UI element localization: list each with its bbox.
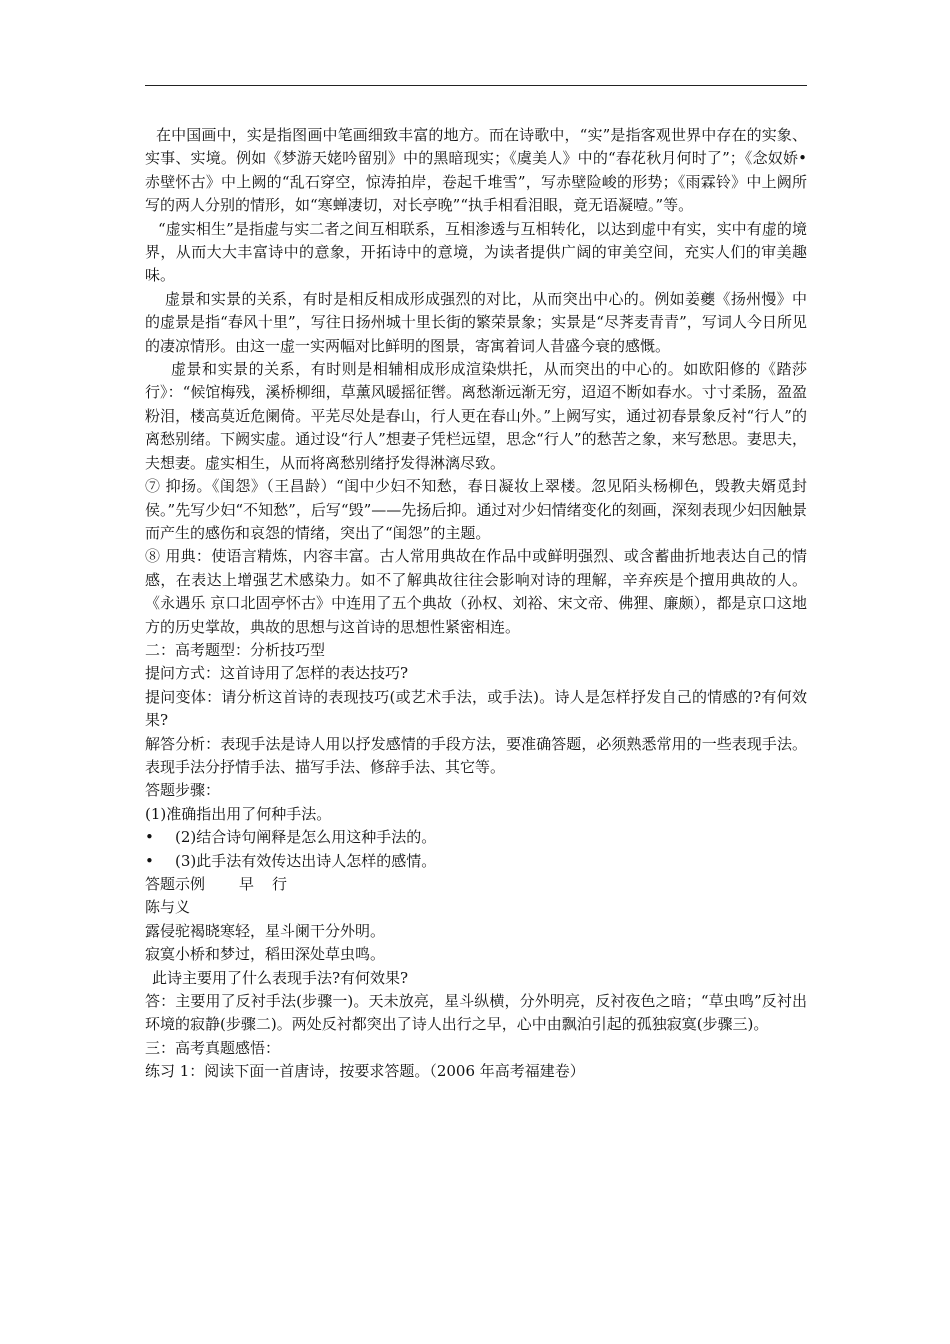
poem-title-part-2: 行: [272, 875, 288, 893]
paragraph-shi-definition: 在中国画中，实是指图画中笔画细致丰富的地方。而在诗歌中，“实”是指客观世界中存在的实象、实事、实境。例如《梦游天姥吟留别》中的黑暗现实；《虞美人》中的“春花秋月何时了”；《念奴娇•赤壁怀古》中上阙的“乱石穿空，惊涛拍岸，卷起千堆雪”，写赤壁险峻的形势；《雨霖铃》中上阙所写的两人分别的情形，如“寒蝉凄切，对长亭晚”“执手相看泪眼，竟无语凝噎。”等。: [145, 126, 807, 215]
steps-title: 答题步骤：: [145, 781, 221, 800]
example-label: 答题示例: [145, 875, 206, 893]
bullet-icon: •: [145, 828, 154, 847]
paragraph-xushi-xiangsheng: “虚实相生”是指虚与实二者之间互相联系，互相渗透与互相转化，以达到虚中有实，实中有虚的境界，从而大大丰富诗中的意象，开拓诗中的意境，为读者提供广阔的审美空间，充实人们的审美趣味。: [145, 219, 807, 285]
question-format: 提问方式：这首诗用了怎样的表达技巧?: [145, 664, 409, 683]
step-2: [145, 826, 807, 849]
section-heading-2: 二：高考题型：分析技巧型: [145, 640, 326, 659]
paragraph-yongdian: ⑧ 用典：使语言精炼，内容丰富。古人常用典故在作品中或鲜明强烈、或含蓄曲折地表达自己的情感，在表达上增强艺术感染力。如不了解典故往往会影响对诗的理解，辛弃疾是个擅用典故的人。《永遇乐 京口北固亭怀古》中连用了五个典故（孙权、刘裕、宋文帝、佛狸、廉颇），都是京口这地方的历史掌故，典故的思想与这首诗的思想性紧密相连。: [145, 547, 807, 636]
example-answer: 答：主要用了反衬手法(步骤一)。天未放亮，星斗纵横，分外明亮，反衬夜色之暗；“草虫鸣”反衬出环境的寂静(步骤二)。两处反衬都突出了诗人出行之早，心中由飘泊引起的孤独寂寞(步骤三)。: [145, 992, 807, 1034]
step-2-text: (2)结合诗句阐释是怎么用这种手法的。: [175, 828, 437, 847]
paragraph-contrast: 虚景和实景的关系，有时是相反相成形成强烈的对比，从而突出中心的。例如姜夔《扬州慢》中的虚景是指“春风十里”，写往日扬州城十里长街的繁荣景象；实景是“尽荠麦青青”，写词人今日所见的凄凉情形。由这一虚一实两幅对比鲜明的图景，寄寓着词人昔盛今衰的感慨。: [145, 289, 807, 355]
poem-line-2: 寂寞小桥和梦过，稻田深处草虫鸣。: [145, 945, 386, 964]
example-question: 此诗主要用了什么表现手法?有何效果?: [152, 968, 409, 987]
poem-title-part-1: 早: [239, 875, 255, 893]
header-rule: [145, 85, 807, 86]
exercise-1: 练习 1：阅读下面一首唐诗，按要求答题。（2006 年高考福建卷）: [145, 1062, 585, 1081]
step-3-text: (3)此手法有效传达出诗人怎样的感情。: [175, 851, 437, 870]
bullet-icon: •: [145, 851, 154, 870]
document-body: [145, 124, 807, 1084]
question-variant: 提问变体：请分析这首诗的表现技巧(或艺术手法，或手法)。诗人是怎样抒发自己的情感的?有何效果?: [145, 687, 807, 730]
paragraph-complement: 虚景和实景的关系，有时则是相辅相成形成渲染烘托，从而突出的中心的。如欧阳修的《踏莎行》：“候馆梅残，溪桥柳细，草薰风暖摇征辔。离愁渐远渐无穷，迢迢不断如春水。寸寸柔肠，盈盈粉泪，楼高莫近危阑倚。平芜尽处是春山，行人更在春山外。”上阙写实，通过初春景象反衬“行人”的离愁别绪。下阙实虚。通过设“行人”想妻子凭栏远望，思念“行人”的愁苦之象，来写愁思。妻思夫，夫想妻。虚实相生，从而将离愁别绪抒发得淋漓尽致。: [145, 360, 807, 472]
paragraph-yiyang: ⑦ 抑扬。《闺怨》（王昌龄）“闺中少妇不知愁，春日凝妆上翠楼。忽见陌头杨柳色，毁教夫婿觅封侯。”先写少妇“不知愁”，后写“毁”——先扬后抑。通过对少妇情绪变化的刻画，深刻表现少妇因触景而产生的感伤和哀怨的情绪，突出了“闺怨”的主题。: [145, 477, 807, 542]
poem-line-1: 露侵驼褐晓寒轻，星斗阑干分外明。: [145, 921, 386, 940]
answer-analysis: 解答分析：表现手法是诗人用以抒发感情的手段方法，要准确答题，必须熟悉常用的一些表现手法。表现手法分抒情手法、描写手法、修辞手法、其它等。: [145, 734, 807, 776]
step-3: [145, 850, 807, 873]
section-heading-3: 三：高考真题感悟：: [145, 1038, 281, 1057]
example-heading: [145, 873, 807, 896]
step-1: (1)准确指出用了何种手法。: [145, 804, 332, 823]
poem-author: 陈与义: [145, 898, 191, 917]
